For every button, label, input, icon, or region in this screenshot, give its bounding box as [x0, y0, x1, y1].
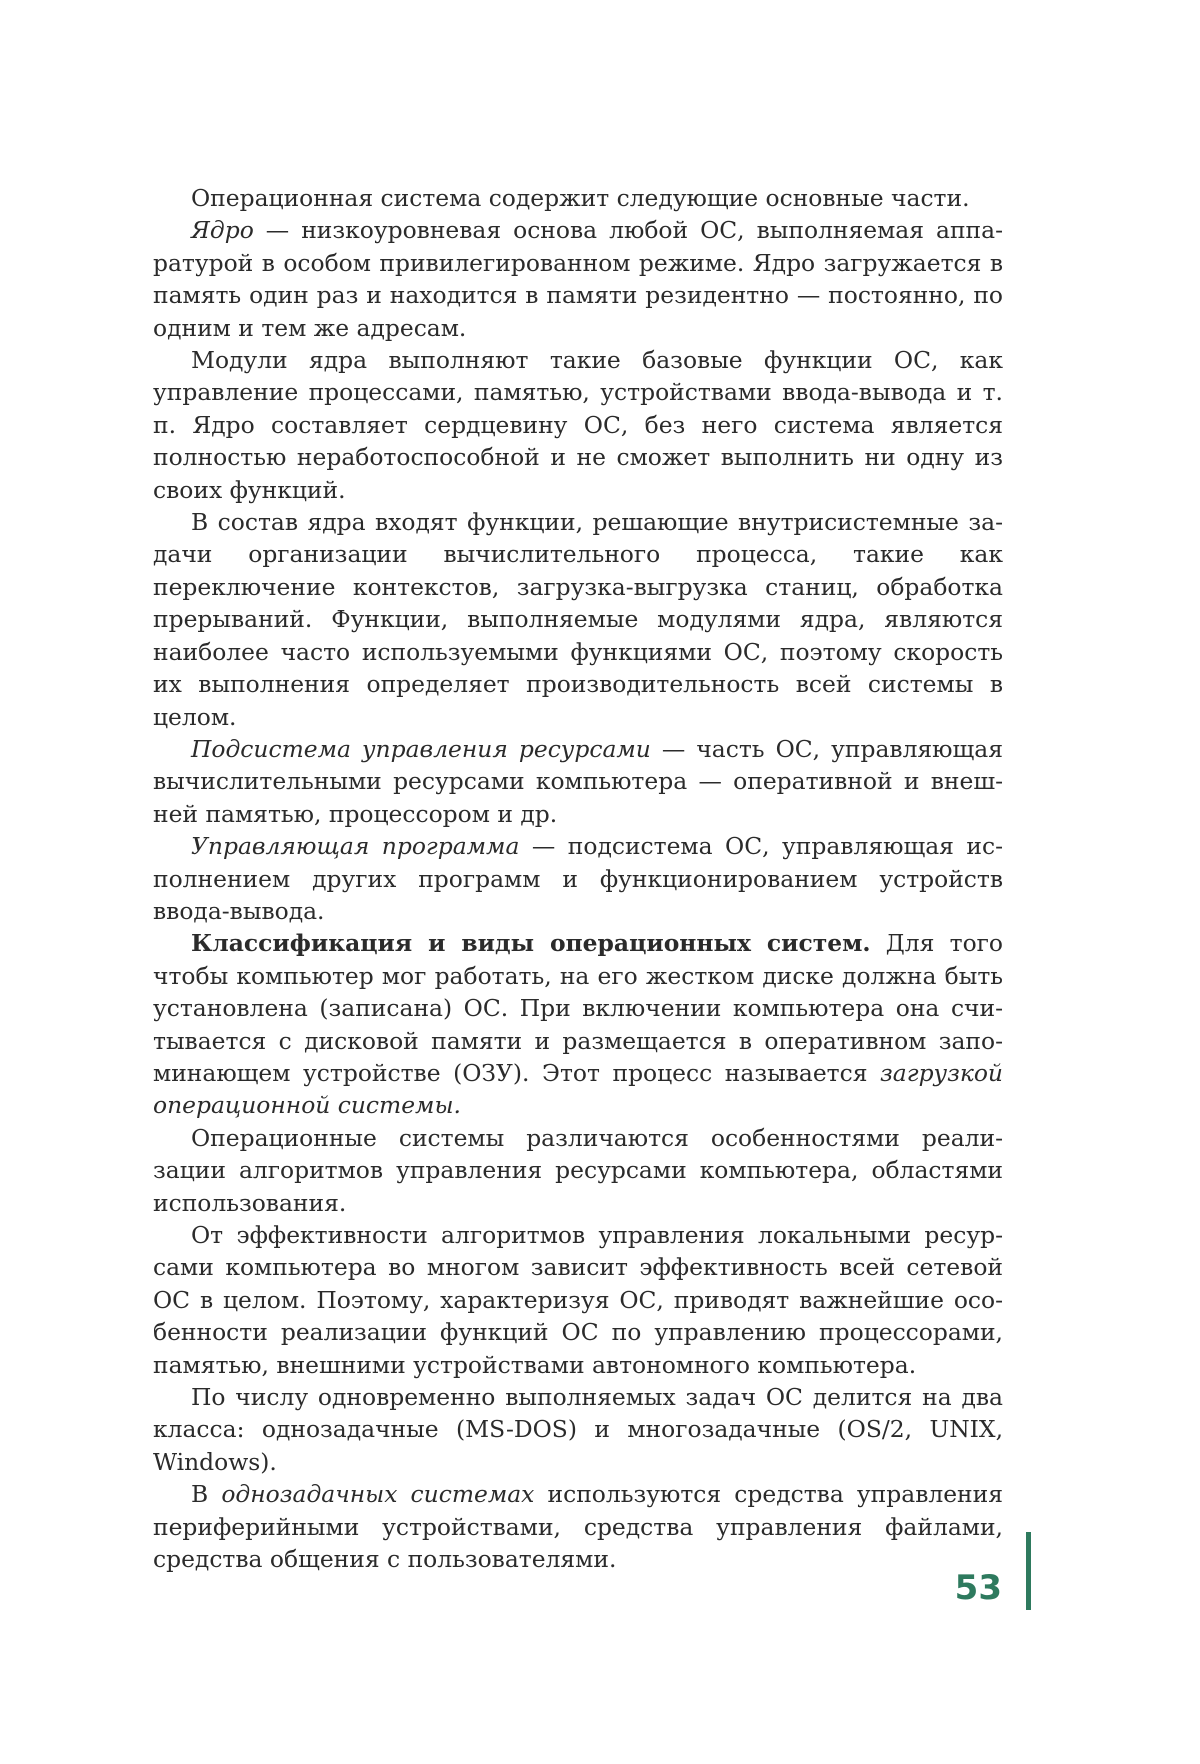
paragraph — [153, 214, 1003, 344]
paragraph — [153, 1219, 1003, 1381]
text-segment: — низкоуровневая основа любой ОС, выполняемая аппаратурой в особом привилегированном режиме. Ядро загружается в память один раз и находится в памяти резидентно — постоянно, по одним и тем же адресам. — [153, 216, 1003, 342]
body-text — [153, 182, 1003, 1575]
text-segment: От эффективности алгоритмов управления локальными ресурсами компьютера во многом зависит эффективность всей сетевой ОС в целом. Поэтому, характеризуя ОС, приводят важнейшие особенности реализации функций ОС по управлению процессорами, памятью, внешними устройствами автономного компьютера. — [153, 1221, 1003, 1379]
paragraph — [153, 344, 1003, 506]
paragraph — [153, 1122, 1003, 1219]
section-heading: Классификация и виды операционных систем. — [191, 929, 871, 958]
paragraph — [153, 182, 1003, 214]
text-segment: Модули ядра выполняют такие базовые функции ОС, как управление процессами, памятью, устройствами ввода-вывода и т. п. Ядро составляет сердцевину ОС, без него система является полностью неработоспособной и не сможет выполнить ни одну из своих функций. — [153, 346, 1003, 504]
term-os-loading: загрузкой операционной системы. — [153, 1058, 1003, 1120]
page-number-rule — [1026, 1532, 1031, 1610]
text-segment: В — [191, 1480, 222, 1509]
term-single-task-systems: однозадачных системах — [221, 1480, 535, 1509]
paragraph — [153, 830, 1003, 927]
text-segment: используются средства управления периферийными устройствами, средства управления файлами, средства общения с пользователями. — [153, 1480, 1003, 1574]
text-segment: В состав ядра входят функции, решающие внутрисистемные задачи организации вычислительного процесса, такие как переключение контекстов, загрузка-выгрузка станиц, обработка прерываний. Функции, выполняемые модулями ядра, являются наиболее часто используемыми функциями ОС, поэтому скорость их выполнения определяет производительность всей системы в целом. — [153, 508, 1003, 731]
text-segment: Операционная система содержит следующие основные части. — [191, 184, 970, 212]
paragraph — [153, 1478, 1003, 1575]
paragraph — [153, 927, 1003, 1121]
text-segment: — подсистема ОС, управляющая исполнением других программ и функционированием устройств ввода-вывода. — [153, 832, 1003, 925]
text-segment: — часть ОС, управляющая вычислительными ресурсами компьютера — оперативной и внешней памятью, процессором и др. — [153, 734, 1003, 828]
term-kernel: Ядро — [191, 216, 254, 245]
term-resource-subsystem: Подсистема управления ресурсами — [191, 734, 651, 763]
text-segment: По числу одновременно выполняемых задач ОС делится на два класса: однозадачные (MS-DOS) и многозадачные (OS/2, UNIX, Windows). — [153, 1383, 1003, 1476]
text-segment: Операционные системы различаются особенностями реализации алгоритмов управления ресурсами компьютера, областями использования. — [153, 1123, 1003, 1217]
term-control-program: Управляющая программа — [191, 832, 520, 861]
page-number: 53 — [954, 1568, 1002, 1608]
paragraph — [153, 506, 1003, 733]
paragraph — [153, 1381, 1003, 1478]
paragraph — [153, 733, 1003, 830]
text-segment: Для того чтобы компьютер мог работать, на его жестком диске должна быть установлена (записана) ОС. При включении компьютера она считывается с дисковой памяти и размещается в оперативном запоминающем устройстве (ОЗУ). Этот процесс называется — [153, 929, 1003, 1087]
